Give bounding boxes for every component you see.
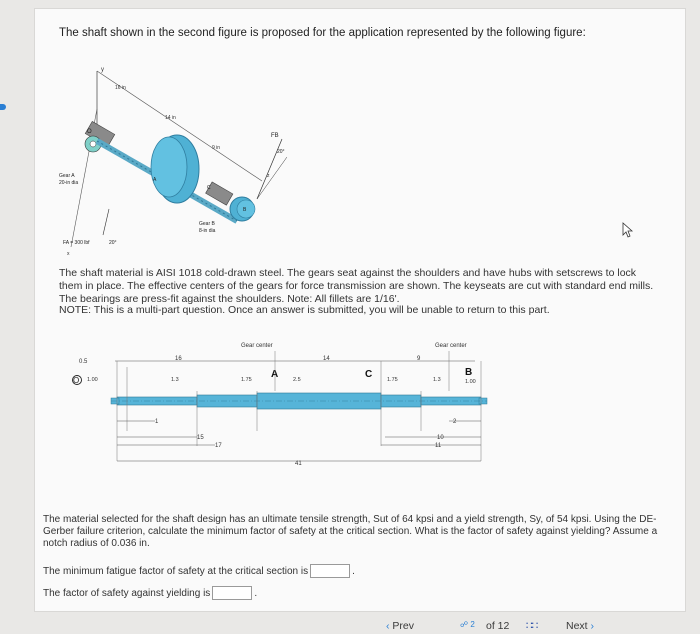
label-a: A xyxy=(153,177,157,183)
len-17-label: 17 xyxy=(215,443,222,449)
yield-suffix: . xyxy=(254,587,258,599)
dia-5-label: 1.3 xyxy=(433,377,441,383)
question-title: The shaft shown in the second figure is proposed for the application represented by the following figure: xyxy=(59,27,586,39)
dia-4-label: 1.75 xyxy=(387,377,398,383)
dia-2-label: 1.75 xyxy=(241,377,252,383)
yield-answer-input[interactable] xyxy=(212,586,252,600)
gear-b-dia-label: 8-in dia xyxy=(199,228,216,234)
gear-center-b-label: Gear center xyxy=(435,343,467,349)
label-o: O xyxy=(87,129,92,135)
angle-a-label: 20° xyxy=(109,240,117,246)
fatigue-answer-label: The minimum fatigue factor of safety at the critical section is xyxy=(43,565,309,577)
yield-answer-row xyxy=(43,586,257,600)
y-label: y xyxy=(101,67,104,73)
grid-icon: ∷∷ xyxy=(526,620,538,632)
page-indicator: of 12 xyxy=(486,620,510,632)
dia-3-label: 2.5 xyxy=(293,377,301,383)
len-10-label: 10 xyxy=(437,435,444,441)
label-a: A xyxy=(271,369,279,380)
question-card xyxy=(34,8,686,530)
force-b-label: FB xyxy=(271,133,279,139)
gear-b-label: Gear B xyxy=(199,221,215,227)
len-14-label: 14 xyxy=(323,356,330,362)
dim-16-label: 16 in xyxy=(115,85,126,91)
part-question-text: The material selected for the shaft design has an ultimate tensile strength, Sut of 64 kpsi and a yield strength, Sy, of 54 kpsi. Using the DE-Gerber failure criterion, calculate the minimum factor of safety at the critical section. What is the factor of safety against yielding? Assume a notch radius of 0.036 in. xyxy=(43,514,658,549)
next-label: Next xyxy=(566,620,588,632)
label-b: B xyxy=(465,367,473,378)
dia-b-label: 1.00 xyxy=(465,379,476,385)
help-icon: ☍ xyxy=(460,620,469,629)
help-number: 2 xyxy=(470,620,475,629)
fatigue-answer-input[interactable] xyxy=(310,564,350,578)
part-question-card xyxy=(34,508,686,612)
gear-a-label: Gear A xyxy=(59,173,75,179)
gear-center-a-label: Gear center xyxy=(241,343,273,349)
chevron-left-icon: ‹ xyxy=(386,620,390,632)
shaft-assembly-figure xyxy=(57,49,287,259)
label-o: O xyxy=(73,376,80,385)
dim-14-label: 14 in xyxy=(165,115,176,121)
prev-button[interactable] xyxy=(386,620,414,632)
multipart-note: NOTE: This is a multi-part question. Once an answer is submitted, you will be unable to return to this part. xyxy=(59,304,550,316)
chevron-right-icon: › xyxy=(590,620,595,632)
focus-indicator xyxy=(0,104,6,110)
yield-answer-label: The factor of safety against yielding is xyxy=(43,587,211,599)
shaft-dimension-figure xyxy=(55,331,665,471)
len-1-label: 1 xyxy=(155,419,159,425)
z-label: z xyxy=(267,173,270,179)
dia-1-label: 1.3 xyxy=(171,377,179,383)
mouse-cursor-icon xyxy=(622,222,634,238)
next-button[interactable] xyxy=(566,620,594,632)
len-15-label: 15 xyxy=(197,435,204,441)
gear-a-dia-label: 20-in dia xyxy=(59,180,79,186)
label-c: C xyxy=(207,185,211,191)
x-label: x xyxy=(67,251,70,257)
help-button[interactable] xyxy=(460,620,475,629)
force-a-vector xyxy=(103,209,109,235)
fatigue-suffix: . xyxy=(352,565,355,577)
len-05-label: 0.5 xyxy=(79,359,88,365)
problem-description: The shaft material is AISI 1018 cold-drawn steel. The gears seat against the shoulders and have hubs with setscrews to lock them in place. The effective centers of the gears for force transmission are shown. The keyseats are cut with standard end mills. The bearings are press-fit against the shoulders. Note: All fillets are 1/16'. xyxy=(59,267,654,305)
prev-label: Prev xyxy=(392,620,415,632)
dim-9-label: 9 in xyxy=(212,145,221,151)
len-9-label: 9 xyxy=(417,356,421,362)
dia-o-label: 1.00 xyxy=(87,377,98,383)
angle-b-label: 20° xyxy=(277,149,285,155)
label-b: B xyxy=(243,207,247,213)
shaft-section-3 xyxy=(257,393,381,409)
len-11-label: 11 xyxy=(435,443,442,449)
len-16-label: 16 xyxy=(175,356,182,362)
fatigue-answer-row xyxy=(43,564,355,578)
force-a-label: FA = 300 lbf xyxy=(63,240,90,246)
grid-menu-button[interactable] xyxy=(526,620,537,632)
len-2-label: 2 xyxy=(453,419,457,425)
len-41-label: 41 xyxy=(295,461,302,467)
label-c: C xyxy=(365,369,373,380)
